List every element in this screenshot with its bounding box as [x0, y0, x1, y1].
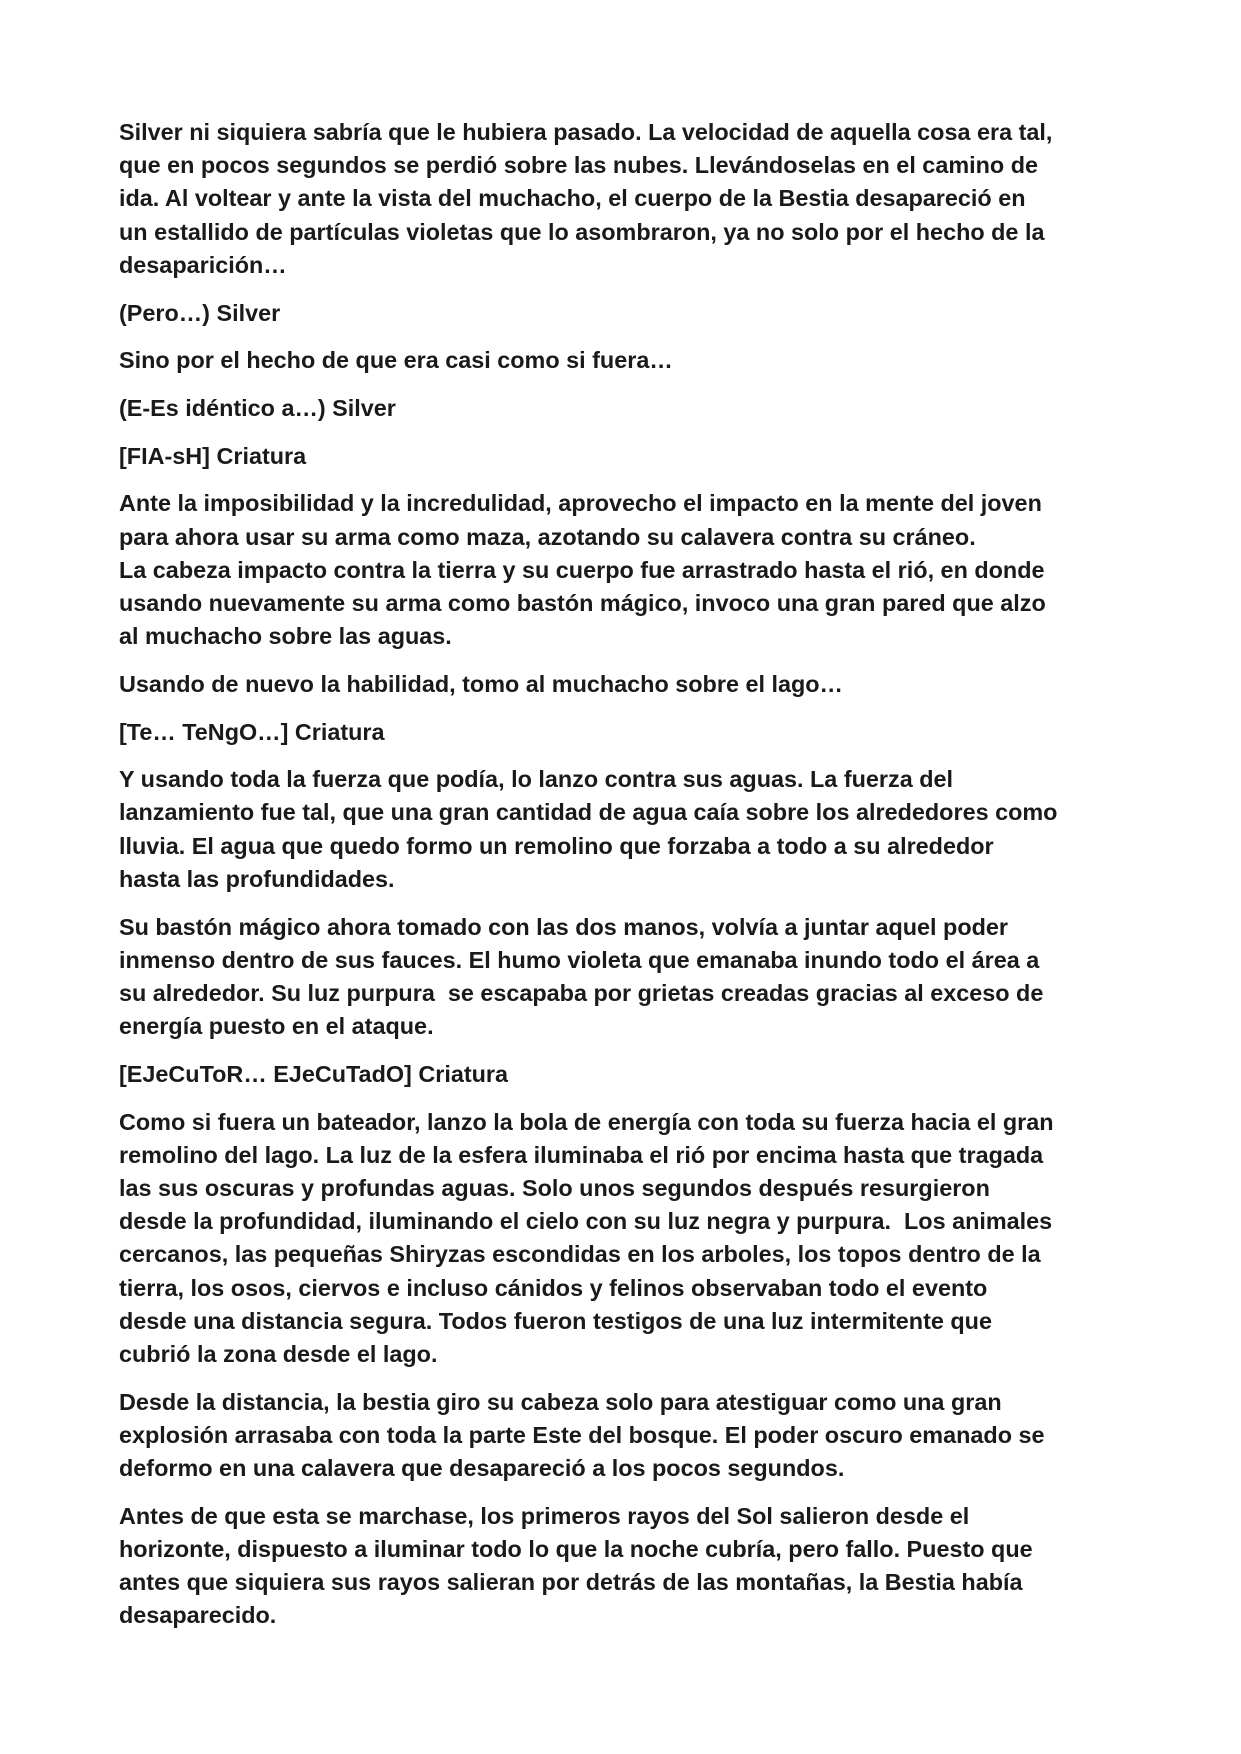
- document-body: [119, 116, 1109, 1633]
- narration-paragraph: [119, 344, 1109, 377]
- text-line: hasta las profundidades.: [119, 865, 395, 892]
- text-line: [FIA-sH] Criatura: [119, 442, 307, 469]
- dialogue-line: [119, 392, 1109, 425]
- text-line: que en pocos segundos se perdió sobre las nubes. Llevándoselas en el camino de: [119, 152, 1038, 179]
- text-line: Sino por el hecho de que era casi como si fuera…: [119, 347, 673, 374]
- text-line: horizonte, dispuesto a iluminar todo lo que la noche cubría, pero fallo. Puesto que: [119, 1536, 1033, 1563]
- text-line: Como si fuera un bateador, lanzo la bola de energía con toda su fuerza hacia el gran: [119, 1108, 1054, 1135]
- text-line: inmenso dentro de sus fauces. El humo violeta que emanaba inundo todo el área a: [119, 946, 1040, 973]
- dialogue-line: [119, 716, 1109, 749]
- text-line: cubrió la zona desde el lago.: [119, 1341, 438, 1367]
- text-line: ida. Al voltear y ante la vista del muchacho, el cuerpo de la Bestia desapareció en: [119, 185, 1026, 212]
- text-line: un estallido de partículas violetas que lo asombraron, ya no solo por el hecho de la: [119, 218, 1045, 245]
- dialogue-line: [119, 297, 1109, 330]
- narration-paragraph: [119, 1386, 1109, 1486]
- text-line: deformo en una calavera que desapareció a los pocos segundos.: [119, 1455, 845, 1482]
- text-line: Usando de nuevo la habilidad, tomo al muchacho sobre el lago…: [119, 670, 843, 697]
- text-line: (E-Es idéntico a…) Silver: [119, 394, 396, 421]
- text-line: Antes de que esta se marchase, los primeros rayos del Sol salieron desde el: [119, 1502, 970, 1529]
- text-line: lluvia. El agua que quedo formo un remolino que forzaba a todo a su alrededor: [119, 832, 994, 859]
- text-line: desaparecido.: [119, 1602, 277, 1629]
- text-line: cercanos, las pequeñas Shiryzas escondidas en los arboles, los topos dentro de la: [119, 1241, 1041, 1268]
- text-line: energía puesto en el ataque.: [119, 1013, 434, 1040]
- narration-paragraph: [119, 487, 1109, 653]
- text-line: [EJeCuToR… EJeCuTadO] Criatura: [119, 1060, 509, 1087]
- narration-paragraph: [119, 1106, 1109, 1372]
- text-line: su alrededor. Su luz purpura se escapaba por grietas creadas gracias al exceso de: [119, 979, 1044, 1006]
- text-line: Su bastón mágico ahora tomado con las dos manos, volvía a juntar aquel poder: [119, 913, 1009, 940]
- text-line: para ahora usar su arma como maza, azotando su calavera contra su cráneo.: [119, 523, 976, 550]
- text-line: Desde la distancia, la bestia giro su cabeza solo para atestiguar como una gran: [119, 1388, 1002, 1415]
- text-line: antes que siquiera sus rayos salieran por detrás de las montañas, la Bestia había: [119, 1569, 1023, 1596]
- narration-paragraph: [119, 116, 1109, 282]
- text-line: desde una distancia segura. Todos fueron testigos de una luz intermitente que: [119, 1307, 992, 1334]
- text-line: Ante la imposibilidad y la incredulidad, aprovecho el impacto en la mente del joven: [119, 490, 1042, 517]
- text-line: las sus oscuras y profundas aguas. Solo unos segundos después resurgieron: [119, 1174, 990, 1201]
- text-line: desde la profundidad, iluminando el cielo con su luz negra y purpura. Los animales: [119, 1208, 1053, 1235]
- text-line: lanzamiento fue tal, que una gran cantidad de agua caía sobre los alrededores como: [119, 799, 1058, 826]
- text-line: Y usando toda la fuerza que podía, lo lanzo contra sus aguas. La fuerza del: [119, 766, 953, 793]
- dialogue-line: [119, 1058, 1109, 1091]
- text-line: (Pero…) Silver: [119, 299, 281, 326]
- text-line: desaparición…: [119, 251, 287, 278]
- text-line: tierra, los osos, ciervos e incluso cánidos y felinos observaban todo el evento: [119, 1274, 988, 1301]
- text-line: La cabeza impacto contra la tierra y su cuerpo fue arrastrado hasta el rió, en donde: [119, 556, 1045, 583]
- text-line: usando nuevamente su arma como bastón mágico, invoco una gran pared que alzo: [119, 589, 1046, 616]
- text-line: explosión arrasaba con toda la parte Este del bosque. El poder oscuro emanado se: [119, 1421, 1045, 1448]
- narration-paragraph: [119, 763, 1109, 896]
- narration-paragraph: [119, 911, 1109, 1044]
- dialogue-line: [119, 440, 1109, 473]
- text-line: al muchacho sobre las aguas.: [119, 623, 452, 650]
- text-line: [Te… TeNgO…] Criatura: [119, 718, 385, 745]
- narration-paragraph: [119, 668, 1109, 701]
- narration-paragraph: [119, 1500, 1109, 1633]
- text-line: remolino del lago. La luz de la esfera iluminaba el rió por encima hasta que tragada: [119, 1141, 1044, 1168]
- text-line: Silver ni siquiera sabría que le hubiera pasado. La velocidad de aquella cosa era tal,: [119, 119, 1053, 145]
